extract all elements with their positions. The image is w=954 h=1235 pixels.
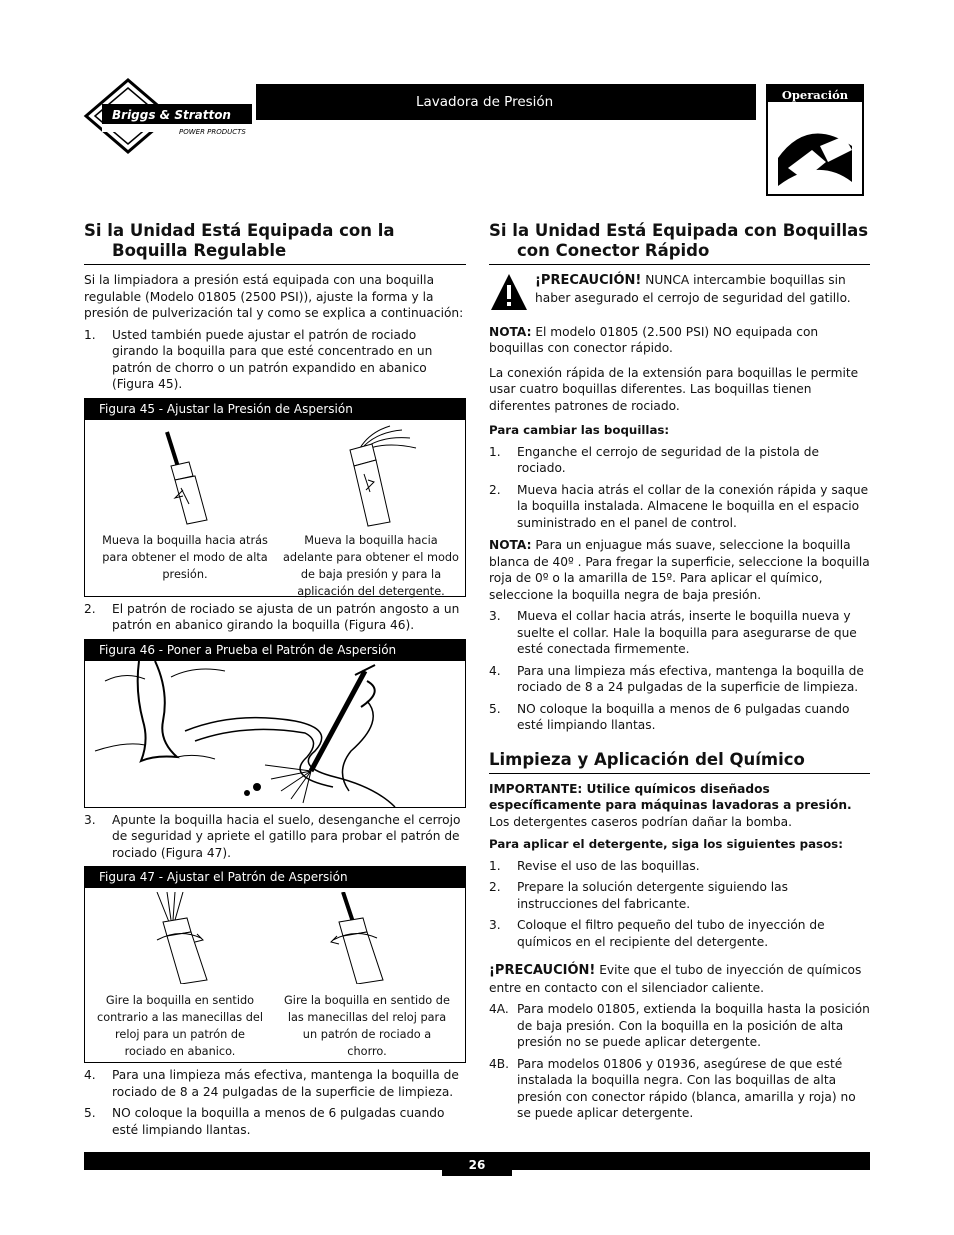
note-2: NOTA: Para un enjuague más suave, seleccione la boquilla blanca de 40º . Para fregar la superficie, seleccione la boquilla roja de 0º o la amarilla de 15º. Para aplicar el químico, seleccione la boquilla negra de baja presión. [489,538,870,602]
spray-test-illustration [85,661,465,807]
list-item: 4A. Para modelo 01805, extienda la boquilla hasta la posición de baja presión. Con la boquilla en la posición de alta presión no se puede aplicar detergente. [489,1002,870,1049]
list-item: 1. Revise el uso de las boquillas. [489,858,700,873]
figure-47 [84,866,466,1063]
figure-46-caption: Figura 46 - Poner a Prueba el Patrón de Aspersión [85,640,465,661]
manual-title: Lavadora de Presión [416,94,554,110]
list-item: 4. Para una limpieza más efectiva, mantenga la boquilla de rociado de 8 a 24 pulgadas de la superficie de limpieza. [489,663,864,694]
page-number: 26 [442,1152,512,1176]
figure-45-left-text: Mueva la boquilla hacia atrás para obtener el modo de alta presión. [102,533,268,581]
figure-47-caption: Figura 47 - Ajustar el Patrón de Aspersión [85,867,465,888]
header-title-bar [256,84,756,120]
operation-section-badge [766,84,864,196]
figure-45-caption: Figura 45 - Ajustar la Presión de Aspersión [85,399,465,420]
list-item: 3. Mueva el collar hacia atrás, inserte le boquilla nueva y suelte el collar. Hale la boquilla para asegurarse de que esté conectada firmemente. [489,609,857,656]
list-item: 4. Para una limpieza más efectiva, mantenga la boquilla de rociado de 8 a 24 pulgadas de la superficie de limpieza. [84,1068,459,1099]
list-item: 2. Mueva hacia atrás el collar de la conexión rápida y saque la boquilla instalada. Almacene le boquilla en el espacio suministrado en el panel de control. [489,482,869,530]
figure-47-left-text: Gire la boquilla en sentido contrario a las manecillas del reloj para un patrón de rociado en abanico. [97,994,263,1058]
list-item: 2. El patrón de rociado se ajusta de un patrón angosto a un patrón en abanico girando la boquilla (Figura 46). [84,601,460,632]
list-item: 2. Prepare la solución detergente siguiendo las instrucciones del fabricante. [489,880,788,911]
list-item: 5. NO coloque la boquilla a menos de 6 pulgadas cuando esté limpiando llantas. [84,1106,445,1137]
note-1: NOTA: El modelo 01805 (2.500 PSI) NO equipada con boquillas con conector rápido. [489,324,819,355]
section-heading-adjustable-nozzle: Si la Unidad Está Equipada con la Boquilla Regulable [84,221,466,265]
operation-badge-label: Operación [781,88,849,102]
nozzle-fan-illustration [149,892,229,984]
list-item: 1. Enganche el cerrojo de seguridad de la pistola de rociado. [489,444,819,475]
figure-46 [84,639,466,808]
list-item: 4B. Para modelos 01806 y 01936, asegúrese de que esté instalada la boquilla negra. Con las boquillas de alta presión con conector rápido (blanca, amarilla y roja) no se puede aplicar detergente. [489,1056,856,1120]
nozzle-jet-illustration [325,892,405,984]
section-heading-quick-connect: Si la Unidad Está Equipada con Boquillas con Conector Rápido [489,221,870,265]
logo-subtitle: POWER PRODUCTS [179,128,246,136]
nozzle-forward-illustration [330,424,420,528]
important-paragraph: IMPORTANTE: Utilice químicos diseñados específicamente para máquinas lavadoras a presión. Los detergentes caseros podrían dañar la bomba. [489,781,852,829]
left-column [84,221,466,1143]
figure-45-right-text: Mueva la boquilla hacia adelante para obtener el modo de baja presión y para la aplicación del detergente. [283,533,459,598]
warning-triangle-icon [489,272,535,317]
right-column [489,221,870,1127]
nozzle-back-illustration [155,426,225,526]
detergent-steps-title: Para aplicar el detergente, siga los siguientes pasos: [489,837,843,851]
briggs-stratton-logo [82,76,254,156]
caution-label: ¡PRECAUCIÓN! [535,273,642,288]
caution-text: NUNCA intercambie boquillas sin haber asegurado el cerrojo de seguridad del gatillo. [535,273,851,305]
logo-wordmark: Briggs & Stratton [112,108,231,122]
list-item: 1. Usted también puede ajustar el patrón de rociado girando la boquilla para que esté concentrado en un patrón de chorro o un patrón expandido en abanico (Figura 45). [84,327,433,391]
quick-connect-paragraph: La conexión rápida de la extensión para boquillas le permite usar cuatro boquillas diferentes. Las boquillas tienen diferentes patrones de rociado. [489,365,859,413]
intro-paragraph: Si la limpiadora a presión está equipada con una boquilla regulable (Modelo 01805 (2500 PSI)), ajuste la forma y la presión de pulverización tal y como se explica a continuación: [84,273,464,320]
list-item: 3. Apunte la boquilla hacia el suelo, desenganche el cerrojo de seguridad y apriete el gatillo para probar el patrón de rociado (Figura 47). [84,812,461,860]
list-item: 3. Coloque el filtro pequeño del tubo de inyección de químicos en el recipiente del detergente. [489,918,825,949]
change-nozzles-title: Para cambiar las boquillas: [489,423,670,437]
figure-47-right-text: Gire la boquilla en sentido de las manecillas del reloj para un patrón de rociado a chorro. [284,994,450,1058]
section-heading-chemical: Limpieza y Aplicación del Químico [489,750,870,774]
figure-45 [84,398,466,597]
caution-2: ¡PRECAUCIÓN! Evite que el tubo de inyección de químicos entre en contacto con el silenciador caliente. [489,963,862,995]
caution-block [489,272,870,317]
list-item: 5. NO coloque la boquilla a menos de 6 pulgadas cuando esté limpiando llantas. [489,701,850,732]
